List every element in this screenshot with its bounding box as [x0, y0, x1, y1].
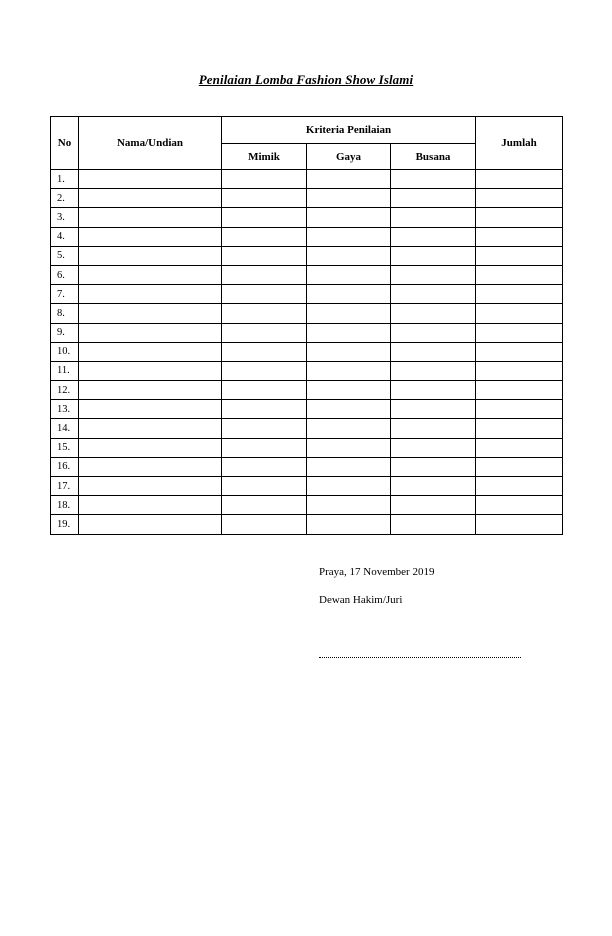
- row-number: 7.: [51, 285, 79, 304]
- gaya-cell: [307, 285, 391, 304]
- total-cell: [476, 381, 563, 400]
- busana-cell: [391, 246, 476, 265]
- signature-place-date: Praya, 17 November 2019: [319, 566, 435, 578]
- name-cell: [79, 189, 222, 208]
- busana-cell: [391, 208, 476, 227]
- total-cell: [476, 457, 563, 476]
- mimik-cell: [222, 457, 307, 476]
- row-number: 6.: [51, 265, 79, 284]
- gaya-cell: [307, 323, 391, 342]
- mimik-cell: [222, 419, 307, 438]
- total-cell: [476, 342, 563, 361]
- header-criteria-gaya: Gaya: [307, 144, 391, 170]
- table-row: [51, 457, 563, 476]
- mimik-cell: [222, 515, 307, 534]
- table-row: [51, 515, 563, 534]
- busana-cell: [391, 496, 476, 515]
- name-cell: [79, 208, 222, 227]
- busana-cell: [391, 477, 476, 496]
- table-row: [51, 265, 563, 284]
- mimik-cell: [222, 342, 307, 361]
- row-number: 13.: [51, 400, 79, 419]
- row-number: 12.: [51, 381, 79, 400]
- gaya-cell: [307, 361, 391, 380]
- name-cell: [79, 170, 222, 189]
- gaya-cell: [307, 419, 391, 438]
- name-cell: [79, 381, 222, 400]
- row-number: 9.: [51, 323, 79, 342]
- name-cell: [79, 246, 222, 265]
- name-cell: [79, 438, 222, 457]
- name-cell: [79, 477, 222, 496]
- table-row: [51, 189, 563, 208]
- signature-role: Dewan Hakim/Juri: [319, 594, 403, 606]
- name-cell: [79, 457, 222, 476]
- total-cell: [476, 323, 563, 342]
- mimik-cell: [222, 400, 307, 419]
- total-cell: [476, 400, 563, 419]
- busana-cell: [391, 342, 476, 361]
- mimik-cell: [222, 170, 307, 189]
- mimik-cell: [222, 438, 307, 457]
- name-cell: [79, 285, 222, 304]
- name-cell: [79, 496, 222, 515]
- total-cell: [476, 246, 563, 265]
- gaya-cell: [307, 170, 391, 189]
- table-row: [51, 208, 563, 227]
- busana-cell: [391, 304, 476, 323]
- mimik-cell: [222, 477, 307, 496]
- busana-cell: [391, 227, 476, 246]
- busana-cell: [391, 361, 476, 380]
- row-number: 14.: [51, 419, 79, 438]
- total-cell: [476, 265, 563, 284]
- name-cell: [79, 227, 222, 246]
- gaya-cell: [307, 246, 391, 265]
- table-row: [51, 342, 563, 361]
- header-criteria-busana: Busana: [391, 144, 476, 170]
- row-number: 3.: [51, 208, 79, 227]
- row-number: 5.: [51, 246, 79, 265]
- mimik-cell: [222, 189, 307, 208]
- row-number: 10.: [51, 342, 79, 361]
- total-cell: [476, 304, 563, 323]
- row-number: 4.: [51, 227, 79, 246]
- mimik-cell: [222, 227, 307, 246]
- mimik-cell: [222, 265, 307, 284]
- busana-cell: [391, 323, 476, 342]
- busana-cell: [391, 265, 476, 284]
- total-cell: [476, 285, 563, 304]
- table-row: [51, 496, 563, 515]
- mimik-cell: [222, 381, 307, 400]
- gaya-cell: [307, 381, 391, 400]
- gaya-cell: [307, 208, 391, 227]
- busana-cell: [391, 400, 476, 419]
- total-cell: [476, 208, 563, 227]
- total-cell: [476, 477, 563, 496]
- mimik-cell: [222, 496, 307, 515]
- row-number: 15.: [51, 438, 79, 457]
- name-cell: [79, 342, 222, 361]
- table-row: [51, 323, 563, 342]
- mimik-cell: [222, 246, 307, 265]
- mimik-cell: [222, 323, 307, 342]
- table-row: [51, 438, 563, 457]
- row-number: 1.: [51, 170, 79, 189]
- mimik-cell: [222, 285, 307, 304]
- gaya-cell: [307, 515, 391, 534]
- table-row: [51, 419, 563, 438]
- busana-cell: [391, 170, 476, 189]
- gaya-cell: [307, 477, 391, 496]
- name-cell: [79, 323, 222, 342]
- row-number: 18.: [51, 496, 79, 515]
- gaya-cell: [307, 457, 391, 476]
- row-number: 8.: [51, 304, 79, 323]
- busana-cell: [391, 457, 476, 476]
- table-row: [51, 304, 563, 323]
- total-cell: [476, 419, 563, 438]
- gaya-cell: [307, 496, 391, 515]
- table-row: [51, 477, 563, 496]
- row-number: 19.: [51, 515, 79, 534]
- row-number: 17.: [51, 477, 79, 496]
- total-cell: [476, 515, 563, 534]
- header-name: Nama/Undian: [79, 117, 222, 170]
- busana-cell: [391, 381, 476, 400]
- table-row: [51, 285, 563, 304]
- signature-line: [319, 651, 521, 658]
- name-cell: [79, 361, 222, 380]
- table-body: [51, 170, 563, 535]
- total-cell: [476, 170, 563, 189]
- header-criteria-group: Kriteria Penilaian: [222, 117, 476, 144]
- header-total: Jumlah: [476, 117, 563, 170]
- total-cell: [476, 227, 563, 246]
- table-row: [51, 227, 563, 246]
- document-title: Penilaian Lomba Fashion Show Islami: [198, 72, 414, 87]
- mimik-cell: [222, 304, 307, 323]
- gaya-cell: [307, 400, 391, 419]
- busana-cell: [391, 438, 476, 457]
- total-cell: [476, 496, 563, 515]
- table-row: [51, 381, 563, 400]
- total-cell: [476, 361, 563, 380]
- table-row: [51, 361, 563, 380]
- gaya-cell: [307, 304, 391, 323]
- gaya-cell: [307, 342, 391, 361]
- table-row: [51, 170, 563, 189]
- name-cell: [79, 400, 222, 419]
- name-cell: [79, 419, 222, 438]
- score-table: [50, 116, 563, 535]
- busana-cell: [391, 285, 476, 304]
- gaya-cell: [307, 438, 391, 457]
- name-cell: [79, 515, 222, 534]
- row-number: 11.: [51, 361, 79, 380]
- name-cell: [79, 265, 222, 284]
- busana-cell: [391, 515, 476, 534]
- row-number: 16.: [51, 457, 79, 476]
- gaya-cell: [307, 189, 391, 208]
- name-cell: [79, 304, 222, 323]
- total-cell: [476, 438, 563, 457]
- total-cell: [476, 189, 563, 208]
- header-criteria-mimik: Mimik: [222, 144, 307, 170]
- gaya-cell: [307, 265, 391, 284]
- mimik-cell: [222, 208, 307, 227]
- mimik-cell: [222, 361, 307, 380]
- row-number: 2.: [51, 189, 79, 208]
- busana-cell: [391, 189, 476, 208]
- header-no: No: [51, 117, 79, 170]
- busana-cell: [391, 419, 476, 438]
- table-row: [51, 400, 563, 419]
- table-row: [51, 246, 563, 265]
- gaya-cell: [307, 227, 391, 246]
